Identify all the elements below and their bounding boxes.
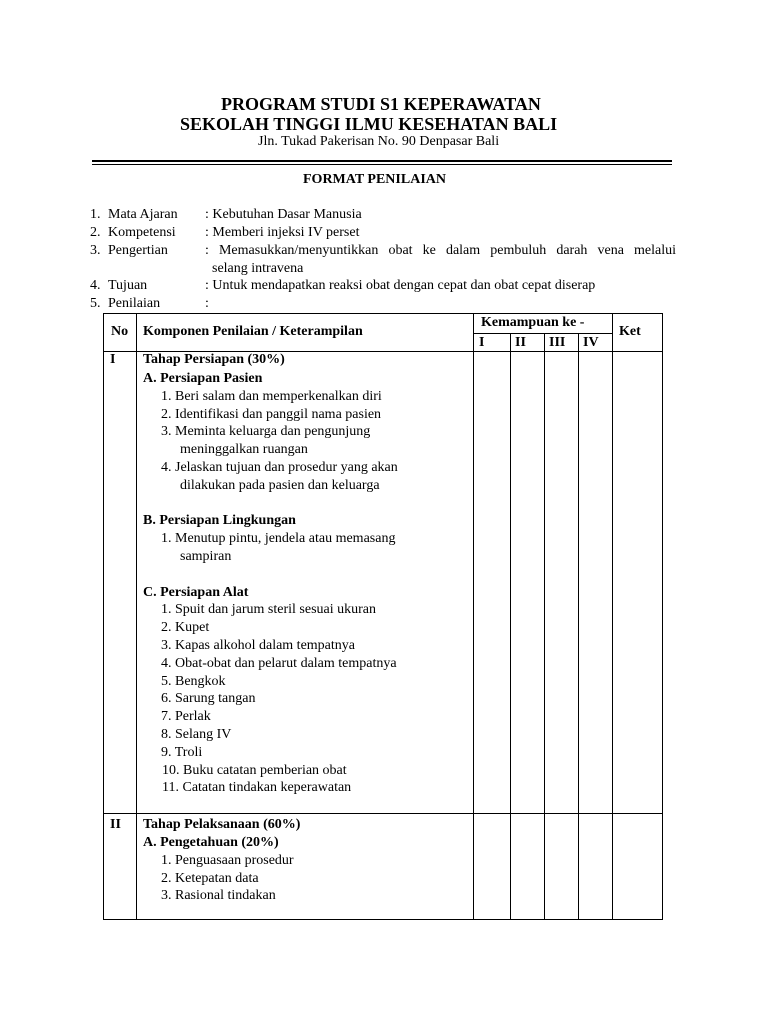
info-value: : Kebutuhan Dasar Manusia	[205, 207, 362, 222]
info-item	[90, 224, 360, 242]
list-item: 6. Sarung tangan	[161, 691, 256, 707]
section-items	[143, 370, 398, 797]
header-rule-thick	[92, 160, 672, 162]
subsection-heading: C. Persiapan Alat	[143, 584, 249, 600]
info-label: Kompetensi	[108, 225, 176, 240]
list-item: 4. Jelaskan tujuan dan prosedur yang akan	[161, 459, 398, 475]
section-number: I	[110, 352, 116, 367]
list-item: 2. Identifikasi dan panggil nama pasien	[161, 406, 382, 422]
section-items	[143, 834, 294, 905]
info-value: : Untuk mendapatkan reaksi obat dengan cepat dan obat cepat diserap	[205, 278, 596, 293]
info-item	[90, 242, 676, 260]
list-item: sampiran	[180, 548, 232, 564]
document-title: FORMAT PENILAIAN	[303, 172, 446, 187]
table-border-bottom	[103, 919, 663, 920]
blank-line	[143, 495, 398, 513]
info-number: 2.	[90, 225, 101, 240]
header-ability: Kemampuan ke -	[481, 315, 585, 330]
header-ability-ii: II	[515, 335, 526, 350]
header-component: Komponen Penilaian / Keterampilan	[143, 324, 363, 339]
info-label: Penilaian	[108, 296, 161, 311]
info-number: 5.	[90, 296, 101, 311]
table-border-right	[662, 313, 663, 920]
assessment-table	[103, 313, 663, 920]
col-divider-i	[510, 333, 511, 920]
info-value: : Memasukkan/menyuntikkan obat ke dalam pembuluh darah vena melalui	[205, 243, 676, 258]
col-divider-component	[473, 313, 474, 920]
info-item	[90, 295, 209, 313]
subsection-heading: A. Pengetahuan (20%)	[143, 835, 279, 850]
info-value: :	[205, 296, 209, 311]
list-item: 3. Rasional tindakan	[161, 888, 276, 904]
list-item: 1. Penguasaan prosedur	[161, 852, 294, 868]
list-item: dilakukan pada pasien dan keluarga	[180, 477, 380, 493]
list-item: 2. Kupet	[161, 620, 210, 636]
info-number: 1.	[90, 207, 101, 222]
header-ability-iv: IV	[583, 335, 599, 350]
subsection-heading: A. Persiapan Pasien	[143, 371, 263, 386]
info-value-continued: selang intravena	[212, 261, 304, 276]
list-item: 5. Bengkok	[161, 673, 226, 689]
list-item: 9. Troli	[161, 744, 203, 760]
header-ket: Ket	[619, 324, 641, 339]
list-item: 1. Beri salam dan memperkenalkan diri	[161, 388, 382, 404]
section-title: Tahap Persiapan (30%)	[143, 352, 285, 367]
info-item	[90, 277, 596, 295]
section-number: II	[110, 817, 121, 832]
list-item: 3. Meminta keluarga dan pengunjung	[161, 424, 371, 440]
info-label: Mata Ajaran	[108, 207, 178, 222]
header-address: Jln. Tukad Pakerisan No. 90 Denpasar Bali	[258, 134, 500, 149]
list-item: 8. Selang IV	[161, 726, 232, 742]
list-item: 2. Ketepatan data	[161, 870, 259, 886]
list-item: 3. Kapas alkohol dalam tempatnya	[161, 637, 355, 653]
info-label: Tujuan	[108, 278, 148, 293]
info-value: : Memberi injeksi IV perset	[205, 225, 360, 240]
col-divider-no	[136, 313, 137, 920]
header-ability-i: I	[479, 335, 485, 350]
info-label: Pengertian	[108, 243, 168, 258]
header-rule-thin	[92, 164, 672, 165]
header-ability-iii: III	[549, 335, 566, 350]
info-item	[90, 206, 362, 224]
col-divider-ket	[612, 313, 613, 920]
blank-line	[143, 566, 398, 584]
list-item: 11. Catatan tindakan keperawatan	[162, 780, 352, 796]
table-border-left	[103, 313, 104, 920]
list-item: 1. Spuit dan jarum steril sesuai ukuran	[161, 602, 377, 618]
list-item: 10. Buku catatan pemberian obat	[162, 762, 347, 778]
header-line-1: PROGRAM STUDI S1 KEPERAWATAN	[221, 94, 541, 114]
header-line-2: SEKOLAH TINGGI ILMU KESEHATAN BALI	[180, 114, 558, 134]
header-no: No	[111, 324, 129, 339]
col-divider-ii	[544, 333, 545, 920]
row-divider-section-ii	[103, 813, 663, 814]
section-title: Tahap Pelaksanaan (60%)	[143, 817, 301, 832]
list-item: 1. Menutup pintu, jendela atau memasang	[161, 531, 396, 547]
subsection-heading: B. Persiapan Lingkungan	[143, 513, 296, 529]
info-number: 3.	[90, 243, 101, 258]
list-item: meninggalkan ruangan	[180, 442, 308, 458]
list-item: 7. Perlak	[161, 709, 211, 725]
info-number: 4.	[90, 278, 101, 293]
col-divider-iii	[578, 333, 579, 920]
list-item: 4. Obat-obat dan pelarut dalam tempatnya	[161, 655, 397, 671]
